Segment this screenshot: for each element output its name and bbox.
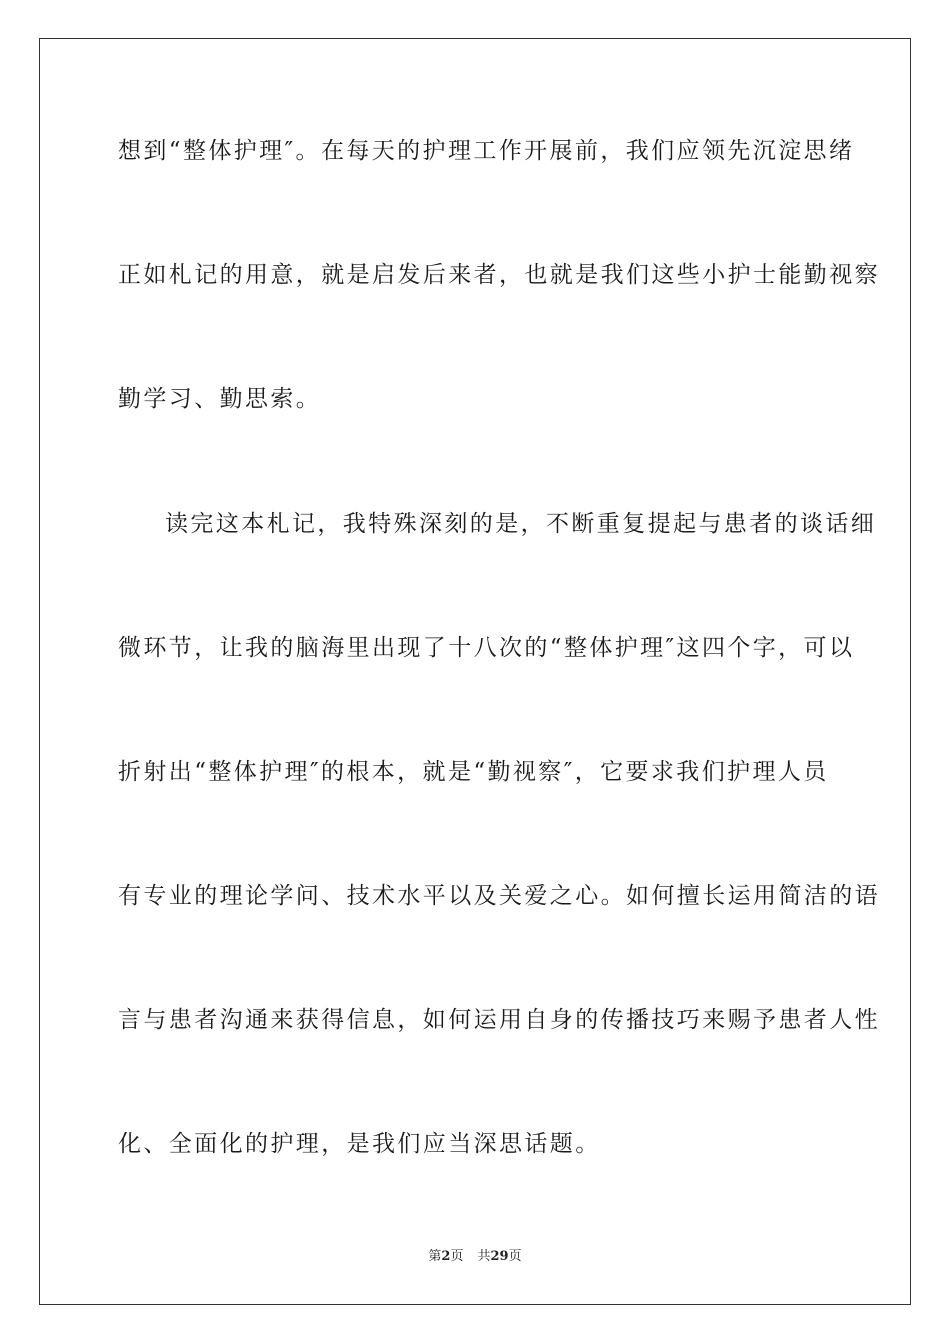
paragraph-line-5: 微环节，让我的脑海里出现了十八次的“整体护理″这四个字，可以 <box>118 635 855 661</box>
page-prefix: 第 <box>428 1249 442 1264</box>
paragraph-line-2: 正如札记的用意，就是启发后来者，也就是我们这些小护士能勤视察 <box>118 262 880 288</box>
total-pages: 29 <box>490 1249 509 1264</box>
paragraph-line-9: 化、全面化的护理，是我们应当深思话题。 <box>118 1131 601 1157</box>
total-suffix: 页 <box>508 1249 522 1264</box>
paragraph-line-6: 折射出“整体护理″的根本，就是“勤视察″，它要求我们护理人员 <box>118 759 829 785</box>
paragraph-line-3: 勤学习、勤思索。 <box>118 386 322 412</box>
page-suffix: 页 <box>450 1249 464 1264</box>
page-number: 2 <box>441 1249 451 1264</box>
page-border <box>39 38 911 1305</box>
total-prefix: 共 <box>477 1249 491 1264</box>
page-footer <box>0 1248 950 1266</box>
paragraph-line-4: 读完这本札记，我特殊深刻的是，不断重复提起与患者的谈话细 <box>165 511 877 537</box>
paragraph-line-8: 言与患者沟通来获得信息，如何运用自身的传播技巧来赐予患者人性 <box>118 1007 880 1033</box>
paragraph-line-7: 有专业的理论学问、技术水平以及关爱之心。如何擅长运用简洁的语 <box>118 883 880 909</box>
paragraph-line-1: 想到“整体护理″。在每天的护理工作开展前，我们应领先沉淀思绪 <box>118 138 855 164</box>
